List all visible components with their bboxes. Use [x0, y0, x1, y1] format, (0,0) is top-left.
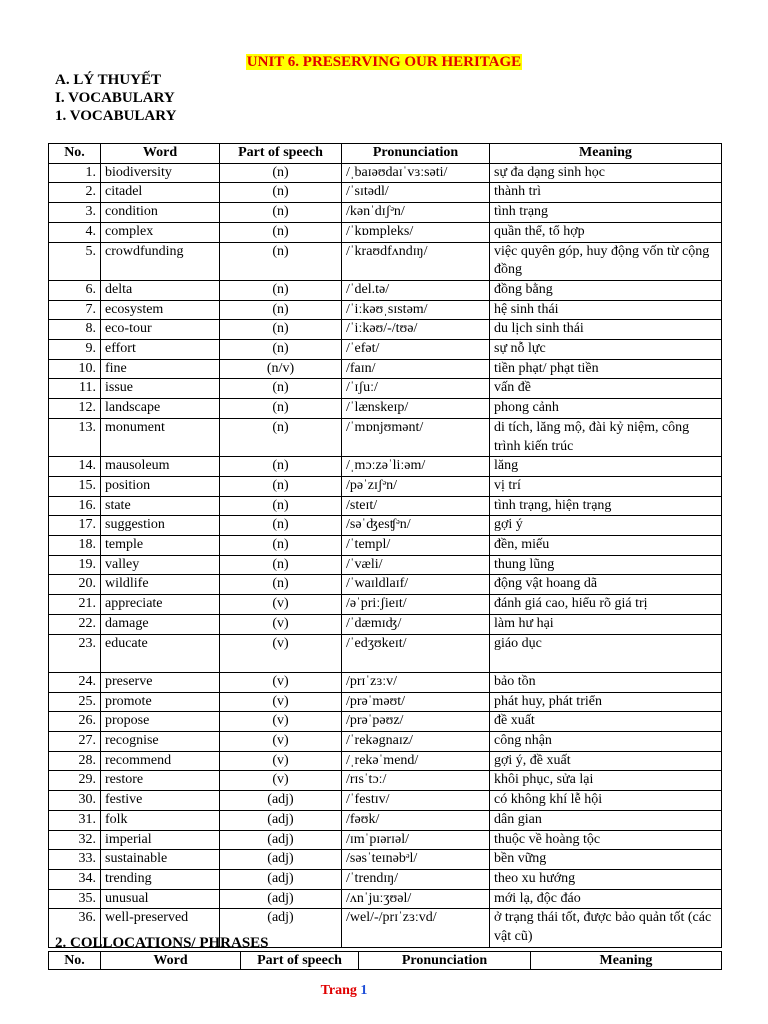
- cell-part-of-speech: (v): [220, 751, 342, 771]
- cell-no: 9.: [49, 340, 101, 360]
- cell-no: 15.: [49, 476, 101, 496]
- cell-part-of-speech: (v): [220, 595, 342, 615]
- table-row: [49, 889, 722, 909]
- table-row: [49, 418, 722, 456]
- cell-pronunciation: /səˈʤesʧᵊn/: [342, 516, 490, 536]
- table-row: [49, 614, 722, 634]
- cell-meaning: việc quyên góp, huy động vốn từ cộng đồng: [490, 242, 722, 280]
- table-row: [49, 379, 722, 399]
- cell-pronunciation: /ˈiːkəʊˌsɪstəm/: [342, 300, 490, 320]
- cell-pronunciation: /ˌmɔːzəˈliːəm/: [342, 457, 490, 477]
- page-number: 1: [360, 983, 368, 998]
- cell-pronunciation: /ˈsɪtədl/: [342, 183, 490, 203]
- table-row: [49, 242, 722, 280]
- cell-part-of-speech: (v): [220, 672, 342, 692]
- colloc-header-word: Word: [101, 952, 241, 970]
- collocations-table: [48, 951, 722, 970]
- cell-part-of-speech: (adj): [220, 830, 342, 850]
- table-row: [49, 300, 722, 320]
- cell-word: issue: [101, 379, 220, 399]
- cell-part-of-speech: (n): [220, 536, 342, 556]
- cell-pronunciation: /ˈlænskeɪp/: [342, 399, 490, 419]
- cell-word: trending: [101, 870, 220, 890]
- cell-part-of-speech: (v): [220, 732, 342, 752]
- cell-meaning: đồng bằng: [490, 280, 722, 300]
- cell-word: mausoleum: [101, 457, 220, 477]
- cell-pronunciation: /steɪt/: [342, 496, 490, 516]
- cell-no: 36.: [49, 909, 101, 947]
- cell-word: suggestion: [101, 516, 220, 536]
- table-row: [49, 771, 722, 791]
- cell-pronunciation: /əˈpriːʃieɪt/: [342, 595, 490, 615]
- cell-pronunciation: /ˈedʒʊkeɪt/: [342, 634, 490, 672]
- table-row: [49, 536, 722, 556]
- table-row: [49, 830, 722, 850]
- cell-no: 23.: [49, 634, 101, 672]
- cell-word: delta: [101, 280, 220, 300]
- cell-no: 24.: [49, 672, 101, 692]
- table-row: [49, 712, 722, 732]
- cell-pronunciation: /wel/-/prɪˈzɜːvd/: [342, 909, 490, 947]
- cell-word: preserve: [101, 672, 220, 692]
- cell-meaning: động vật hoang dã: [490, 575, 722, 595]
- cell-meaning: sự đa dạng sinh học: [490, 163, 722, 183]
- cell-no: 4.: [49, 222, 101, 242]
- cell-no: 35.: [49, 889, 101, 909]
- cell-word: wildlife: [101, 575, 220, 595]
- cell-word: complex: [101, 222, 220, 242]
- table-row: [49, 359, 722, 379]
- table-row: [49, 791, 722, 811]
- header-no: No.: [49, 144, 101, 164]
- cell-pronunciation: /prɪˈzɜːv/: [342, 672, 490, 692]
- cell-meaning: có không khí lễ hội: [490, 791, 722, 811]
- cell-pronunciation: /ˈwaɪldlaɪf/: [342, 575, 490, 595]
- collocations-header-row: [49, 952, 722, 970]
- table-row: [49, 457, 722, 477]
- cell-no: 31.: [49, 810, 101, 830]
- cell-part-of-speech: (v): [220, 692, 342, 712]
- cell-word: damage: [101, 614, 220, 634]
- header-pronunciation: Pronunciation: [342, 144, 490, 164]
- cell-meaning: phong cảnh: [490, 399, 722, 419]
- table-row: [49, 203, 722, 223]
- cell-pronunciation: /fəʊk/: [342, 810, 490, 830]
- table-row: [49, 692, 722, 712]
- cell-no: 20.: [49, 575, 101, 595]
- cell-part-of-speech: (n): [220, 418, 342, 456]
- cell-part-of-speech: (n): [220, 516, 342, 536]
- cell-part-of-speech: (n): [220, 379, 342, 399]
- cell-pronunciation: /ˈvæli/: [342, 555, 490, 575]
- cell-word: landscape: [101, 399, 220, 419]
- table-row: [49, 751, 722, 771]
- cell-pronunciation: /ˈrekəgnaɪz/: [342, 732, 490, 752]
- table-row: [49, 163, 722, 183]
- table-row: [49, 399, 722, 419]
- cell-no: 33.: [49, 850, 101, 870]
- cell-part-of-speech: (n): [220, 476, 342, 496]
- cell-word: promote: [101, 692, 220, 712]
- cell-word: appreciate: [101, 595, 220, 615]
- table-row: [49, 516, 722, 536]
- cell-pronunciation: /prəˈpəʊz/: [342, 712, 490, 732]
- page-title: UNIT 6. PRESERVING OUR HERITAGE: [246, 54, 522, 70]
- cell-pronunciation: /ˈfestɪv/: [342, 791, 490, 811]
- cell-no: 19.: [49, 555, 101, 575]
- cell-no: 18.: [49, 536, 101, 556]
- cell-word: condition: [101, 203, 220, 223]
- cell-meaning: vị trí: [490, 476, 722, 496]
- cell-meaning: bảo tồn: [490, 672, 722, 692]
- cell-part-of-speech: (v): [220, 634, 342, 672]
- cell-pronunciation: /səsˈteɪnəbᵊl/: [342, 850, 490, 870]
- colloc-header-no: No.: [49, 952, 101, 970]
- cell-word: restore: [101, 771, 220, 791]
- cell-no: 13.: [49, 418, 101, 456]
- cell-no: 8.: [49, 320, 101, 340]
- section-1-heading: 1. VOCABULARY: [55, 108, 177, 124]
- cell-no: 32.: [49, 830, 101, 850]
- cell-meaning: phát huy, phát triển: [490, 692, 722, 712]
- cell-pronunciation: /ˈdel.tə/: [342, 280, 490, 300]
- table-row: [49, 672, 722, 692]
- table-row: [49, 496, 722, 516]
- cell-no: 7.: [49, 300, 101, 320]
- cell-word: fine: [101, 359, 220, 379]
- cell-meaning: du lịch sinh thái: [490, 320, 722, 340]
- cell-meaning: ở trạng thái tốt, được bảo quản tốt (các vật cũ): [490, 909, 722, 947]
- cell-part-of-speech: (adj): [220, 810, 342, 830]
- cell-pronunciation: /ˈkɒmpleks/: [342, 222, 490, 242]
- cell-meaning: mới lạ, độc đáo: [490, 889, 722, 909]
- cell-no: 34.: [49, 870, 101, 890]
- cell-meaning: đề xuất: [490, 712, 722, 732]
- header-part-of-speech: Part of speech: [220, 144, 342, 164]
- cell-word: imperial: [101, 830, 220, 850]
- cell-pronunciation: /ˈefət/: [342, 340, 490, 360]
- cell-part-of-speech: (n): [220, 163, 342, 183]
- header-meaning: Meaning: [490, 144, 722, 164]
- cell-word: sustainable: [101, 850, 220, 870]
- title-container: [0, 53, 768, 71]
- cell-no: 14.: [49, 457, 101, 477]
- cell-pronunciation: /ˈiːkəʊ/-/tʊə/: [342, 320, 490, 340]
- cell-part-of-speech: (n): [220, 340, 342, 360]
- cell-meaning: thuộc về hoàng tộc: [490, 830, 722, 850]
- cell-word: recommend: [101, 751, 220, 771]
- cell-no: 16.: [49, 496, 101, 516]
- cell-part-of-speech: (v): [220, 614, 342, 634]
- cell-meaning: đền, miếu: [490, 536, 722, 556]
- cell-part-of-speech: (n): [220, 222, 342, 242]
- cell-part-of-speech: (n): [220, 242, 342, 280]
- table-row: [49, 222, 722, 242]
- vocabulary-body: [49, 163, 722, 947]
- vocabulary-header-row: [49, 144, 722, 164]
- cell-no: 12.: [49, 399, 101, 419]
- cell-meaning: theo xu hướng: [490, 870, 722, 890]
- table-row: [49, 320, 722, 340]
- cell-part-of-speech: (v): [220, 771, 342, 791]
- cell-pronunciation: /rɪsˈtɔː/: [342, 771, 490, 791]
- cell-pronunciation: /ˈtrendɪŋ/: [342, 870, 490, 890]
- cell-part-of-speech: (adj): [220, 889, 342, 909]
- section-i-heading: I. VOCABULARY: [55, 90, 175, 106]
- cell-word: well-preserved: [101, 909, 220, 947]
- cell-meaning: sự nỗ lực: [490, 340, 722, 360]
- table-row: [49, 555, 722, 575]
- cell-no: 3.: [49, 203, 101, 223]
- cell-word: ecosystem: [101, 300, 220, 320]
- cell-meaning: thung lũng: [490, 555, 722, 575]
- cell-no: 10.: [49, 359, 101, 379]
- cell-pronunciation: /ʌnˈjuːʒʊəl/: [342, 889, 490, 909]
- cell-meaning: làm hư hại: [490, 614, 722, 634]
- cell-pronunciation: /faɪn/: [342, 359, 490, 379]
- cell-word: unusual: [101, 889, 220, 909]
- cell-no: 27.: [49, 732, 101, 752]
- cell-word: eco-tour: [101, 320, 220, 340]
- cell-part-of-speech: (adj): [220, 870, 342, 890]
- cell-part-of-speech: (n): [220, 183, 342, 203]
- cell-word: folk: [101, 810, 220, 830]
- cell-pronunciation: /kənˈdɪʃᵊn/: [342, 203, 490, 223]
- cell-no: 17.: [49, 516, 101, 536]
- cell-meaning: đánh giá cao, hiểu rõ giá trị: [490, 595, 722, 615]
- cell-pronunciation: /ˈkraʊdfʌndɪŋ/: [342, 242, 490, 280]
- vocabulary-table: [48, 143, 722, 948]
- header-word: Word: [101, 144, 220, 164]
- cell-meaning: gợi ý, đề xuất: [490, 751, 722, 771]
- colloc-header-part-of-speech: Part of speech: [241, 952, 359, 970]
- cell-part-of-speech: (n): [220, 575, 342, 595]
- table-row: [49, 870, 722, 890]
- page-label: Trang: [320, 983, 357, 998]
- cell-meaning: giáo dục: [490, 634, 722, 672]
- cell-no: 21.: [49, 595, 101, 615]
- table-row: [49, 634, 722, 672]
- cell-part-of-speech: (adj): [220, 909, 342, 947]
- cell-word: position: [101, 476, 220, 496]
- cell-no: 2.: [49, 183, 101, 203]
- cell-word: temple: [101, 536, 220, 556]
- cell-no: 6.: [49, 280, 101, 300]
- table-row: [49, 732, 722, 752]
- cell-meaning: tình trạng: [490, 203, 722, 223]
- page-footer: [0, 983, 688, 999]
- cell-meaning: di tích, lăng mộ, đài kỷ niệm, công trình kiến trúc: [490, 418, 722, 456]
- cell-word: valley: [101, 555, 220, 575]
- table-row: [49, 340, 722, 360]
- cell-meaning: dân gian: [490, 810, 722, 830]
- cell-pronunciation: /ɪmˈpɪərɪəl/: [342, 830, 490, 850]
- cell-meaning: khôi phục, sửa lại: [490, 771, 722, 791]
- table-row: [49, 595, 722, 615]
- cell-meaning: lăng: [490, 457, 722, 477]
- cell-meaning: thành trì: [490, 183, 722, 203]
- cell-word: festive: [101, 791, 220, 811]
- cell-no: 28.: [49, 751, 101, 771]
- cell-meaning: công nhận: [490, 732, 722, 752]
- cell-part-of-speech: (n): [220, 555, 342, 575]
- cell-word: citadel: [101, 183, 220, 203]
- cell-part-of-speech: (n): [220, 320, 342, 340]
- section-a-heading: A. LÝ THUYẾT: [55, 72, 161, 88]
- cell-no: 1.: [49, 163, 101, 183]
- cell-pronunciation: /ˈmɒnjʊmənt/: [342, 418, 490, 456]
- cell-no: 25.: [49, 692, 101, 712]
- cell-meaning: tình trạng, hiện trạng: [490, 496, 722, 516]
- cell-word: propose: [101, 712, 220, 732]
- cell-meaning: gợi ý: [490, 516, 722, 536]
- cell-part-of-speech: (n): [220, 399, 342, 419]
- cell-part-of-speech: (n): [220, 496, 342, 516]
- colloc-header-meaning: Meaning: [531, 952, 722, 970]
- cell-word: crowdfunding: [101, 242, 220, 280]
- table-row: [49, 183, 722, 203]
- cell-no: 26.: [49, 712, 101, 732]
- cell-no: 22.: [49, 614, 101, 634]
- cell-pronunciation: /ˈɪʃuː/: [342, 379, 490, 399]
- cell-no: 30.: [49, 791, 101, 811]
- cell-pronunciation: /ˈtempl/: [342, 536, 490, 556]
- table-row: [49, 850, 722, 870]
- cell-meaning: tiền phạt/ phạt tiền: [490, 359, 722, 379]
- cell-part-of-speech: (n/v): [220, 359, 342, 379]
- cell-no: 5.: [49, 242, 101, 280]
- cell-meaning: bền vững: [490, 850, 722, 870]
- cell-part-of-speech: (n): [220, 457, 342, 477]
- cell-part-of-speech: (n): [220, 203, 342, 223]
- cell-pronunciation: /pəˈzɪʃᵊn/: [342, 476, 490, 496]
- cell-meaning: quần thể, tổ hợp: [490, 222, 722, 242]
- cell-word: biodiversity: [101, 163, 220, 183]
- cell-part-of-speech: (adj): [220, 850, 342, 870]
- table-row: [49, 575, 722, 595]
- cell-word: educate: [101, 634, 220, 672]
- colloc-header-pronunciation: Pronunciation: [359, 952, 531, 970]
- table-row: [49, 810, 722, 830]
- cell-meaning: hệ sinh thái: [490, 300, 722, 320]
- cell-word: state: [101, 496, 220, 516]
- cell-word: recognise: [101, 732, 220, 752]
- cell-part-of-speech: (n): [220, 280, 342, 300]
- cell-word: effort: [101, 340, 220, 360]
- table-row: [49, 476, 722, 496]
- cell-no: 11.: [49, 379, 101, 399]
- section-2-heading: 2. COLLOCATIONS/ PHRASES: [55, 935, 269, 951]
- cell-meaning: vấn đề: [490, 379, 722, 399]
- cell-pronunciation: /ˌbaɪəʊdaɪˈvɜːsəti/: [342, 163, 490, 183]
- cell-part-of-speech: (v): [220, 712, 342, 732]
- table-row: [49, 280, 722, 300]
- cell-pronunciation: /prəˈməʊt/: [342, 692, 490, 712]
- cell-no: 29.: [49, 771, 101, 791]
- cell-word: monument: [101, 418, 220, 456]
- cell-part-of-speech: (n): [220, 300, 342, 320]
- cell-pronunciation: /ˌrekəˈmend/: [342, 751, 490, 771]
- cell-part-of-speech: (adj): [220, 791, 342, 811]
- cell-pronunciation: /ˈdæmɪʤ/: [342, 614, 490, 634]
